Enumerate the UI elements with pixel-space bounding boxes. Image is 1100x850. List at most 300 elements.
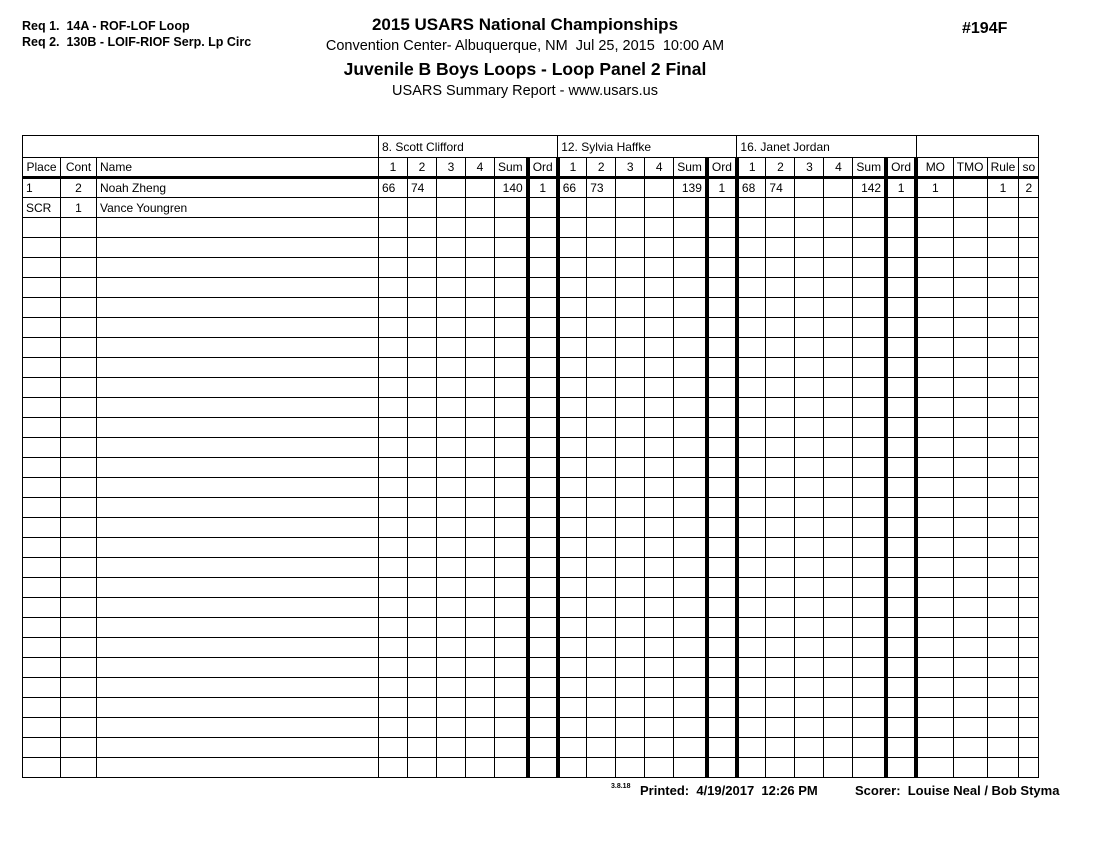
cont-cell: 2 bbox=[61, 178, 97, 198]
judge1-score1-cell bbox=[379, 718, 408, 738]
judge2-score2-cell bbox=[587, 678, 616, 698]
judge3-ord-cell bbox=[886, 338, 916, 358]
judge3-score1-cell bbox=[737, 698, 766, 718]
cont-cell bbox=[61, 238, 97, 258]
judge3-ord-cell bbox=[886, 518, 916, 538]
tmo-cell bbox=[953, 378, 987, 398]
judge3-score2-cell bbox=[766, 378, 795, 398]
judge1-score2-cell bbox=[408, 698, 437, 718]
judge3-score3-cell bbox=[795, 558, 824, 578]
mo-cell bbox=[916, 438, 953, 458]
judge2-sum-cell bbox=[674, 238, 707, 258]
judge2-score3-cell bbox=[616, 518, 645, 538]
header-judge1-2: 2 bbox=[408, 158, 437, 178]
judge3-score4-cell bbox=[824, 478, 853, 498]
place-cell bbox=[23, 498, 61, 518]
header-so: so bbox=[1019, 158, 1039, 178]
judge3-sum-cell bbox=[853, 458, 886, 478]
judge1-score2-cell bbox=[408, 398, 437, 418]
mo-cell bbox=[916, 558, 953, 578]
judge3-score4-cell bbox=[824, 578, 853, 598]
empty-row bbox=[23, 258, 1039, 278]
judge1-score2-cell bbox=[408, 258, 437, 278]
judge2-sum-cell bbox=[674, 518, 707, 538]
judge3-sum-cell bbox=[853, 578, 886, 598]
judge1-score3-cell bbox=[437, 178, 466, 198]
header-mo: MO bbox=[916, 158, 953, 178]
judge2-score4-cell bbox=[645, 478, 674, 498]
judge3-sum-cell bbox=[853, 618, 886, 638]
judge3-score3-cell bbox=[795, 398, 824, 418]
judge1-score4-cell bbox=[466, 358, 495, 378]
judge3-score2-cell bbox=[766, 398, 795, 418]
judge1-ord-cell bbox=[528, 578, 558, 598]
judge3-score1-cell bbox=[737, 518, 766, 538]
judge3-score2-cell bbox=[766, 438, 795, 458]
judge1-ord-cell bbox=[528, 598, 558, 618]
name-cell bbox=[97, 218, 379, 238]
judge2-score4-cell bbox=[645, 538, 674, 558]
judge1-score2-cell bbox=[408, 338, 437, 358]
name-cell: Vance Youngren bbox=[97, 198, 379, 218]
mo-cell bbox=[916, 358, 953, 378]
judge-band-row bbox=[23, 136, 1039, 158]
judge3-score3-cell bbox=[795, 618, 824, 638]
judge3-score2-cell bbox=[766, 198, 795, 218]
judge2-score2-cell bbox=[587, 598, 616, 618]
judge2-score3-cell bbox=[616, 218, 645, 238]
judge2-sum-cell bbox=[674, 298, 707, 318]
judge2-ord-cell bbox=[707, 638, 737, 658]
judge2-ord-cell bbox=[707, 518, 737, 538]
judge1-ord-cell bbox=[528, 298, 558, 318]
name-cell bbox=[97, 738, 379, 758]
judge3-score4-cell bbox=[824, 618, 853, 638]
judge2-ord-cell bbox=[707, 538, 737, 558]
judge2-sum-cell bbox=[674, 438, 707, 458]
judge1-ord-cell bbox=[528, 498, 558, 518]
judge1-score1-cell bbox=[379, 358, 408, 378]
judge3-score1-cell bbox=[737, 478, 766, 498]
place-cell: SCR bbox=[23, 198, 61, 218]
empty-row bbox=[23, 718, 1039, 738]
judge1-sum-cell bbox=[495, 238, 528, 258]
place-cell bbox=[23, 538, 61, 558]
cont-cell bbox=[61, 298, 97, 318]
judge2-score2-cell bbox=[587, 338, 616, 358]
judge3-score1-cell bbox=[737, 678, 766, 698]
judge2-score1-cell bbox=[558, 678, 587, 698]
rule-cell bbox=[987, 738, 1019, 758]
judge1-score1-cell bbox=[379, 638, 408, 658]
competitor-row bbox=[23, 198, 1039, 218]
judge3-score3-cell bbox=[795, 658, 824, 678]
mo-cell bbox=[916, 638, 953, 658]
judge3-score2-cell bbox=[766, 338, 795, 358]
judge1-score2-cell bbox=[408, 738, 437, 758]
judge2-score2-cell bbox=[587, 578, 616, 598]
judge1-score4-cell bbox=[466, 298, 495, 318]
empty-row bbox=[23, 638, 1039, 658]
cont-cell bbox=[61, 218, 97, 238]
judge1-score3-cell bbox=[437, 398, 466, 418]
empty-row bbox=[23, 218, 1039, 238]
judge2-score3-cell bbox=[616, 178, 645, 198]
judge3-score4-cell bbox=[824, 398, 853, 418]
rule-cell bbox=[987, 758, 1019, 778]
judge1-ord-cell bbox=[528, 718, 558, 738]
judge3-ord-cell bbox=[886, 698, 916, 718]
judge2-sum-cell bbox=[674, 418, 707, 438]
judge2-score4-cell bbox=[645, 298, 674, 318]
empty-row bbox=[23, 458, 1039, 478]
judge3-score1-cell bbox=[737, 538, 766, 558]
judge1-score1-cell bbox=[379, 278, 408, 298]
so-cell bbox=[1019, 698, 1039, 718]
judge2-score2-cell bbox=[587, 438, 616, 458]
mo-cell: 1 bbox=[916, 178, 953, 198]
tmo-cell bbox=[953, 498, 987, 518]
so-cell bbox=[1019, 298, 1039, 318]
judge1-score2-cell bbox=[408, 498, 437, 518]
judge3-sum-cell bbox=[853, 438, 886, 458]
judge2-score3-cell bbox=[616, 258, 645, 278]
judge3-sum-cell bbox=[853, 258, 886, 278]
rule-cell bbox=[987, 418, 1019, 438]
cont-cell bbox=[61, 598, 97, 618]
judge2-sum-cell bbox=[674, 578, 707, 598]
empty-row bbox=[23, 358, 1039, 378]
tmo-cell bbox=[953, 458, 987, 478]
judge2-score4-cell bbox=[645, 358, 674, 378]
judge-2-name: 12. Sylvia Haffke bbox=[558, 136, 737, 158]
header-judge3-sum: Sum bbox=[853, 158, 886, 178]
judge2-ord-cell bbox=[707, 478, 737, 498]
judge2-score1-cell bbox=[558, 698, 587, 718]
tmo-cell bbox=[953, 518, 987, 538]
judge1-score3-cell bbox=[437, 458, 466, 478]
judge3-score1-cell bbox=[737, 198, 766, 218]
judge2-ord-cell bbox=[707, 338, 737, 358]
title-block bbox=[0, 14, 1050, 102]
rule-cell bbox=[987, 518, 1019, 538]
judge3-sum-cell bbox=[853, 198, 886, 218]
judge1-sum-cell bbox=[495, 498, 528, 518]
judge3-score3-cell bbox=[795, 518, 824, 538]
tmo-cell bbox=[953, 418, 987, 438]
judge1-score1-cell bbox=[379, 558, 408, 578]
so-cell bbox=[1019, 718, 1039, 738]
judge2-score3-cell bbox=[616, 198, 645, 218]
judge2-score3-cell bbox=[616, 458, 645, 478]
judge3-score3-cell bbox=[795, 498, 824, 518]
judge3-score4-cell bbox=[824, 498, 853, 518]
judge3-score1-cell bbox=[737, 338, 766, 358]
judge1-score2-cell bbox=[408, 418, 437, 438]
judge3-score2-cell bbox=[766, 318, 795, 338]
judge1-score1-cell bbox=[379, 458, 408, 478]
place-cell bbox=[23, 338, 61, 358]
competitor-row bbox=[23, 178, 1039, 198]
place-cell bbox=[23, 518, 61, 538]
judge2-ord-cell bbox=[707, 318, 737, 338]
judge2-score2-cell bbox=[587, 518, 616, 538]
judge3-score2-cell bbox=[766, 558, 795, 578]
judge3-score4-cell bbox=[824, 738, 853, 758]
judge3-score2-cell bbox=[766, 258, 795, 278]
judge1-score1-cell bbox=[379, 678, 408, 698]
judge2-score4-cell bbox=[645, 378, 674, 398]
tmo-cell bbox=[953, 718, 987, 738]
judge3-score4-cell bbox=[824, 278, 853, 298]
score-table bbox=[22, 135, 1039, 778]
name-cell bbox=[97, 698, 379, 718]
judge2-score4-cell bbox=[645, 278, 674, 298]
judge1-score4-cell bbox=[466, 218, 495, 238]
judge3-score1-cell bbox=[737, 718, 766, 738]
name-cell bbox=[97, 478, 379, 498]
judge1-score3-cell bbox=[437, 418, 466, 438]
judge1-ord-cell bbox=[528, 438, 558, 458]
judge3-score1-cell bbox=[737, 458, 766, 478]
judge2-score1-cell bbox=[558, 198, 587, 218]
name-cell bbox=[97, 278, 379, 298]
judge1-score3-cell bbox=[437, 358, 466, 378]
judge2-score4-cell bbox=[645, 698, 674, 718]
judge1-score2-cell bbox=[408, 618, 437, 638]
judge2-score1-cell bbox=[558, 218, 587, 238]
judge2-score2-cell bbox=[587, 398, 616, 418]
judge1-score1-cell bbox=[379, 218, 408, 238]
judge3-sum-cell bbox=[853, 298, 886, 318]
judge3-ord-cell bbox=[886, 438, 916, 458]
cont-cell bbox=[61, 338, 97, 358]
judge1-score1-cell bbox=[379, 578, 408, 598]
judge2-sum-cell bbox=[674, 638, 707, 658]
empty-row bbox=[23, 658, 1039, 678]
judge2-sum-cell bbox=[674, 318, 707, 338]
name-cell bbox=[97, 518, 379, 538]
judge2-score3-cell bbox=[616, 738, 645, 758]
judge2-score1-cell bbox=[558, 738, 587, 758]
judge2-score4-cell bbox=[645, 458, 674, 478]
judge2-score1-cell bbox=[558, 558, 587, 578]
judge2-ord-cell bbox=[707, 698, 737, 718]
judge3-score1-cell bbox=[737, 498, 766, 518]
judge2-ord-cell bbox=[707, 258, 737, 278]
judge1-score3-cell bbox=[437, 298, 466, 318]
judge3-score1-cell bbox=[737, 598, 766, 618]
judge2-sum-cell bbox=[674, 558, 707, 578]
mo-cell bbox=[916, 658, 953, 678]
judge1-score2-cell bbox=[408, 718, 437, 738]
empty-row bbox=[23, 758, 1039, 778]
header-judge3-ord: Ord bbox=[886, 158, 916, 178]
name-cell bbox=[97, 718, 379, 738]
mo-cell bbox=[916, 238, 953, 258]
judge1-score1-cell bbox=[379, 418, 408, 438]
judge3-score1-cell bbox=[737, 618, 766, 638]
judge3-sum-cell bbox=[853, 398, 886, 418]
judge2-score3-cell bbox=[616, 438, 645, 458]
so-cell bbox=[1019, 558, 1039, 578]
judge3-score3-cell bbox=[795, 438, 824, 458]
judge2-score4-cell bbox=[645, 738, 674, 758]
judge3-sum-cell bbox=[853, 698, 886, 718]
judge3-ord-cell: 1 bbox=[886, 178, 916, 198]
judge1-score4-cell bbox=[466, 498, 495, 518]
judge1-sum-cell bbox=[495, 458, 528, 478]
judge3-score3-cell bbox=[795, 718, 824, 738]
empty-row bbox=[23, 498, 1039, 518]
judge2-score3-cell bbox=[616, 758, 645, 778]
name-cell bbox=[97, 558, 379, 578]
judge2-score2-cell bbox=[587, 558, 616, 578]
cont-cell bbox=[61, 678, 97, 698]
judge2-sum-cell bbox=[674, 258, 707, 278]
place-cell bbox=[23, 438, 61, 458]
judge3-sum-cell bbox=[853, 378, 886, 398]
place-cell bbox=[23, 618, 61, 638]
judge1-score4-cell bbox=[466, 478, 495, 498]
judge1-ord-cell: 1 bbox=[528, 178, 558, 198]
judge1-score2-cell bbox=[408, 538, 437, 558]
judge2-ord-cell bbox=[707, 418, 737, 438]
rule-cell bbox=[987, 598, 1019, 618]
cont-cell bbox=[61, 258, 97, 278]
judge3-ord-cell bbox=[886, 718, 916, 738]
judge2-score2-cell bbox=[587, 498, 616, 518]
judge1-score1-cell bbox=[379, 598, 408, 618]
judge1-score3-cell bbox=[437, 238, 466, 258]
judge1-ord-cell bbox=[528, 638, 558, 658]
so-cell: 2 bbox=[1019, 178, 1039, 198]
name-cell bbox=[97, 378, 379, 398]
rule-cell bbox=[987, 298, 1019, 318]
judge1-sum-cell bbox=[495, 418, 528, 438]
judge1-score1-cell bbox=[379, 318, 408, 338]
cont-cell bbox=[61, 558, 97, 578]
tmo-cell bbox=[953, 618, 987, 638]
judge2-score4-cell bbox=[645, 578, 674, 598]
empty-row bbox=[23, 558, 1039, 578]
judge1-score1-cell bbox=[379, 658, 408, 678]
name-cell bbox=[97, 678, 379, 698]
judge1-score3-cell bbox=[437, 598, 466, 618]
judge1-score4-cell bbox=[466, 618, 495, 638]
judge3-score2-cell bbox=[766, 478, 795, 498]
name-cell bbox=[97, 578, 379, 598]
place-cell bbox=[23, 558, 61, 578]
judge1-score2-cell bbox=[408, 298, 437, 318]
judge2-score4-cell bbox=[645, 558, 674, 578]
judge2-ord-cell bbox=[707, 718, 737, 738]
so-cell bbox=[1019, 438, 1039, 458]
judge3-sum-cell bbox=[853, 598, 886, 618]
judge2-sum-cell bbox=[674, 718, 707, 738]
tmo-cell bbox=[953, 238, 987, 258]
place-cell bbox=[23, 658, 61, 678]
judge1-score2-cell bbox=[408, 578, 437, 598]
judge2-score1-cell bbox=[558, 658, 587, 678]
judge1-score3-cell bbox=[437, 538, 466, 558]
judge2-sum-cell bbox=[674, 398, 707, 418]
judge2-score1-cell bbox=[558, 378, 587, 398]
judge3-score3-cell bbox=[795, 638, 824, 658]
mo-cell bbox=[916, 378, 953, 398]
header-judge2-4: 4 bbox=[645, 158, 674, 178]
judge1-score1-cell bbox=[379, 518, 408, 538]
judge1-ord-cell bbox=[528, 558, 558, 578]
judge2-score3-cell bbox=[616, 298, 645, 318]
judge2-score2-cell bbox=[587, 538, 616, 558]
judge2-score3-cell bbox=[616, 678, 645, 698]
judge1-score4-cell bbox=[466, 598, 495, 618]
judge1-score3-cell bbox=[437, 718, 466, 738]
cont-cell bbox=[61, 318, 97, 338]
judge3-ord-cell bbox=[886, 258, 916, 278]
judge1-score1-cell bbox=[379, 198, 408, 218]
judge3-score1-cell bbox=[737, 758, 766, 778]
judge2-ord-cell bbox=[707, 618, 737, 638]
judge3-score2-cell bbox=[766, 418, 795, 438]
tmo-cell bbox=[953, 558, 987, 578]
judge2-score4-cell bbox=[645, 398, 674, 418]
header-judge2-3: 3 bbox=[616, 158, 645, 178]
judge3-sum-cell bbox=[853, 718, 886, 738]
judge2-score3-cell bbox=[616, 378, 645, 398]
judge3-score4-cell bbox=[824, 198, 853, 218]
name-cell bbox=[97, 638, 379, 658]
judge2-score3-cell bbox=[616, 418, 645, 438]
judge1-score1-cell bbox=[379, 378, 408, 398]
judge1-score3-cell bbox=[437, 378, 466, 398]
judge1-score2-cell bbox=[408, 558, 437, 578]
judge1-score4-cell bbox=[466, 278, 495, 298]
so-cell bbox=[1019, 638, 1039, 658]
judge3-score1-cell bbox=[737, 578, 766, 598]
judge3-ord-cell bbox=[886, 678, 916, 698]
judge2-score2-cell bbox=[587, 738, 616, 758]
name-cell bbox=[97, 258, 379, 278]
cont-cell bbox=[61, 658, 97, 678]
judge3-score3-cell bbox=[795, 298, 824, 318]
judge1-score3-cell bbox=[437, 658, 466, 678]
judge1-ord-cell bbox=[528, 378, 558, 398]
judge1-ord-cell bbox=[528, 518, 558, 538]
judge3-score4-cell bbox=[824, 638, 853, 658]
judge3-sum-cell bbox=[853, 238, 886, 258]
judge3-sum-cell bbox=[853, 358, 886, 378]
judge2-score3-cell bbox=[616, 238, 645, 258]
judge3-score2-cell bbox=[766, 538, 795, 558]
header-judge1-1: 1 bbox=[379, 158, 408, 178]
judge3-score1-cell bbox=[737, 298, 766, 318]
mo-cell bbox=[916, 758, 953, 778]
so-cell bbox=[1019, 458, 1039, 478]
judge3-ord-cell bbox=[886, 318, 916, 338]
judge1-ord-cell bbox=[528, 758, 558, 778]
judge3-score4-cell bbox=[824, 218, 853, 238]
judge1-sum-cell bbox=[495, 338, 528, 358]
rule-cell bbox=[987, 698, 1019, 718]
tmo-cell bbox=[953, 758, 987, 778]
so-cell bbox=[1019, 598, 1039, 618]
mo-cell bbox=[916, 478, 953, 498]
judge1-sum-cell bbox=[495, 698, 528, 718]
judge3-score2-cell bbox=[766, 218, 795, 238]
judge3-ord-cell bbox=[886, 418, 916, 438]
